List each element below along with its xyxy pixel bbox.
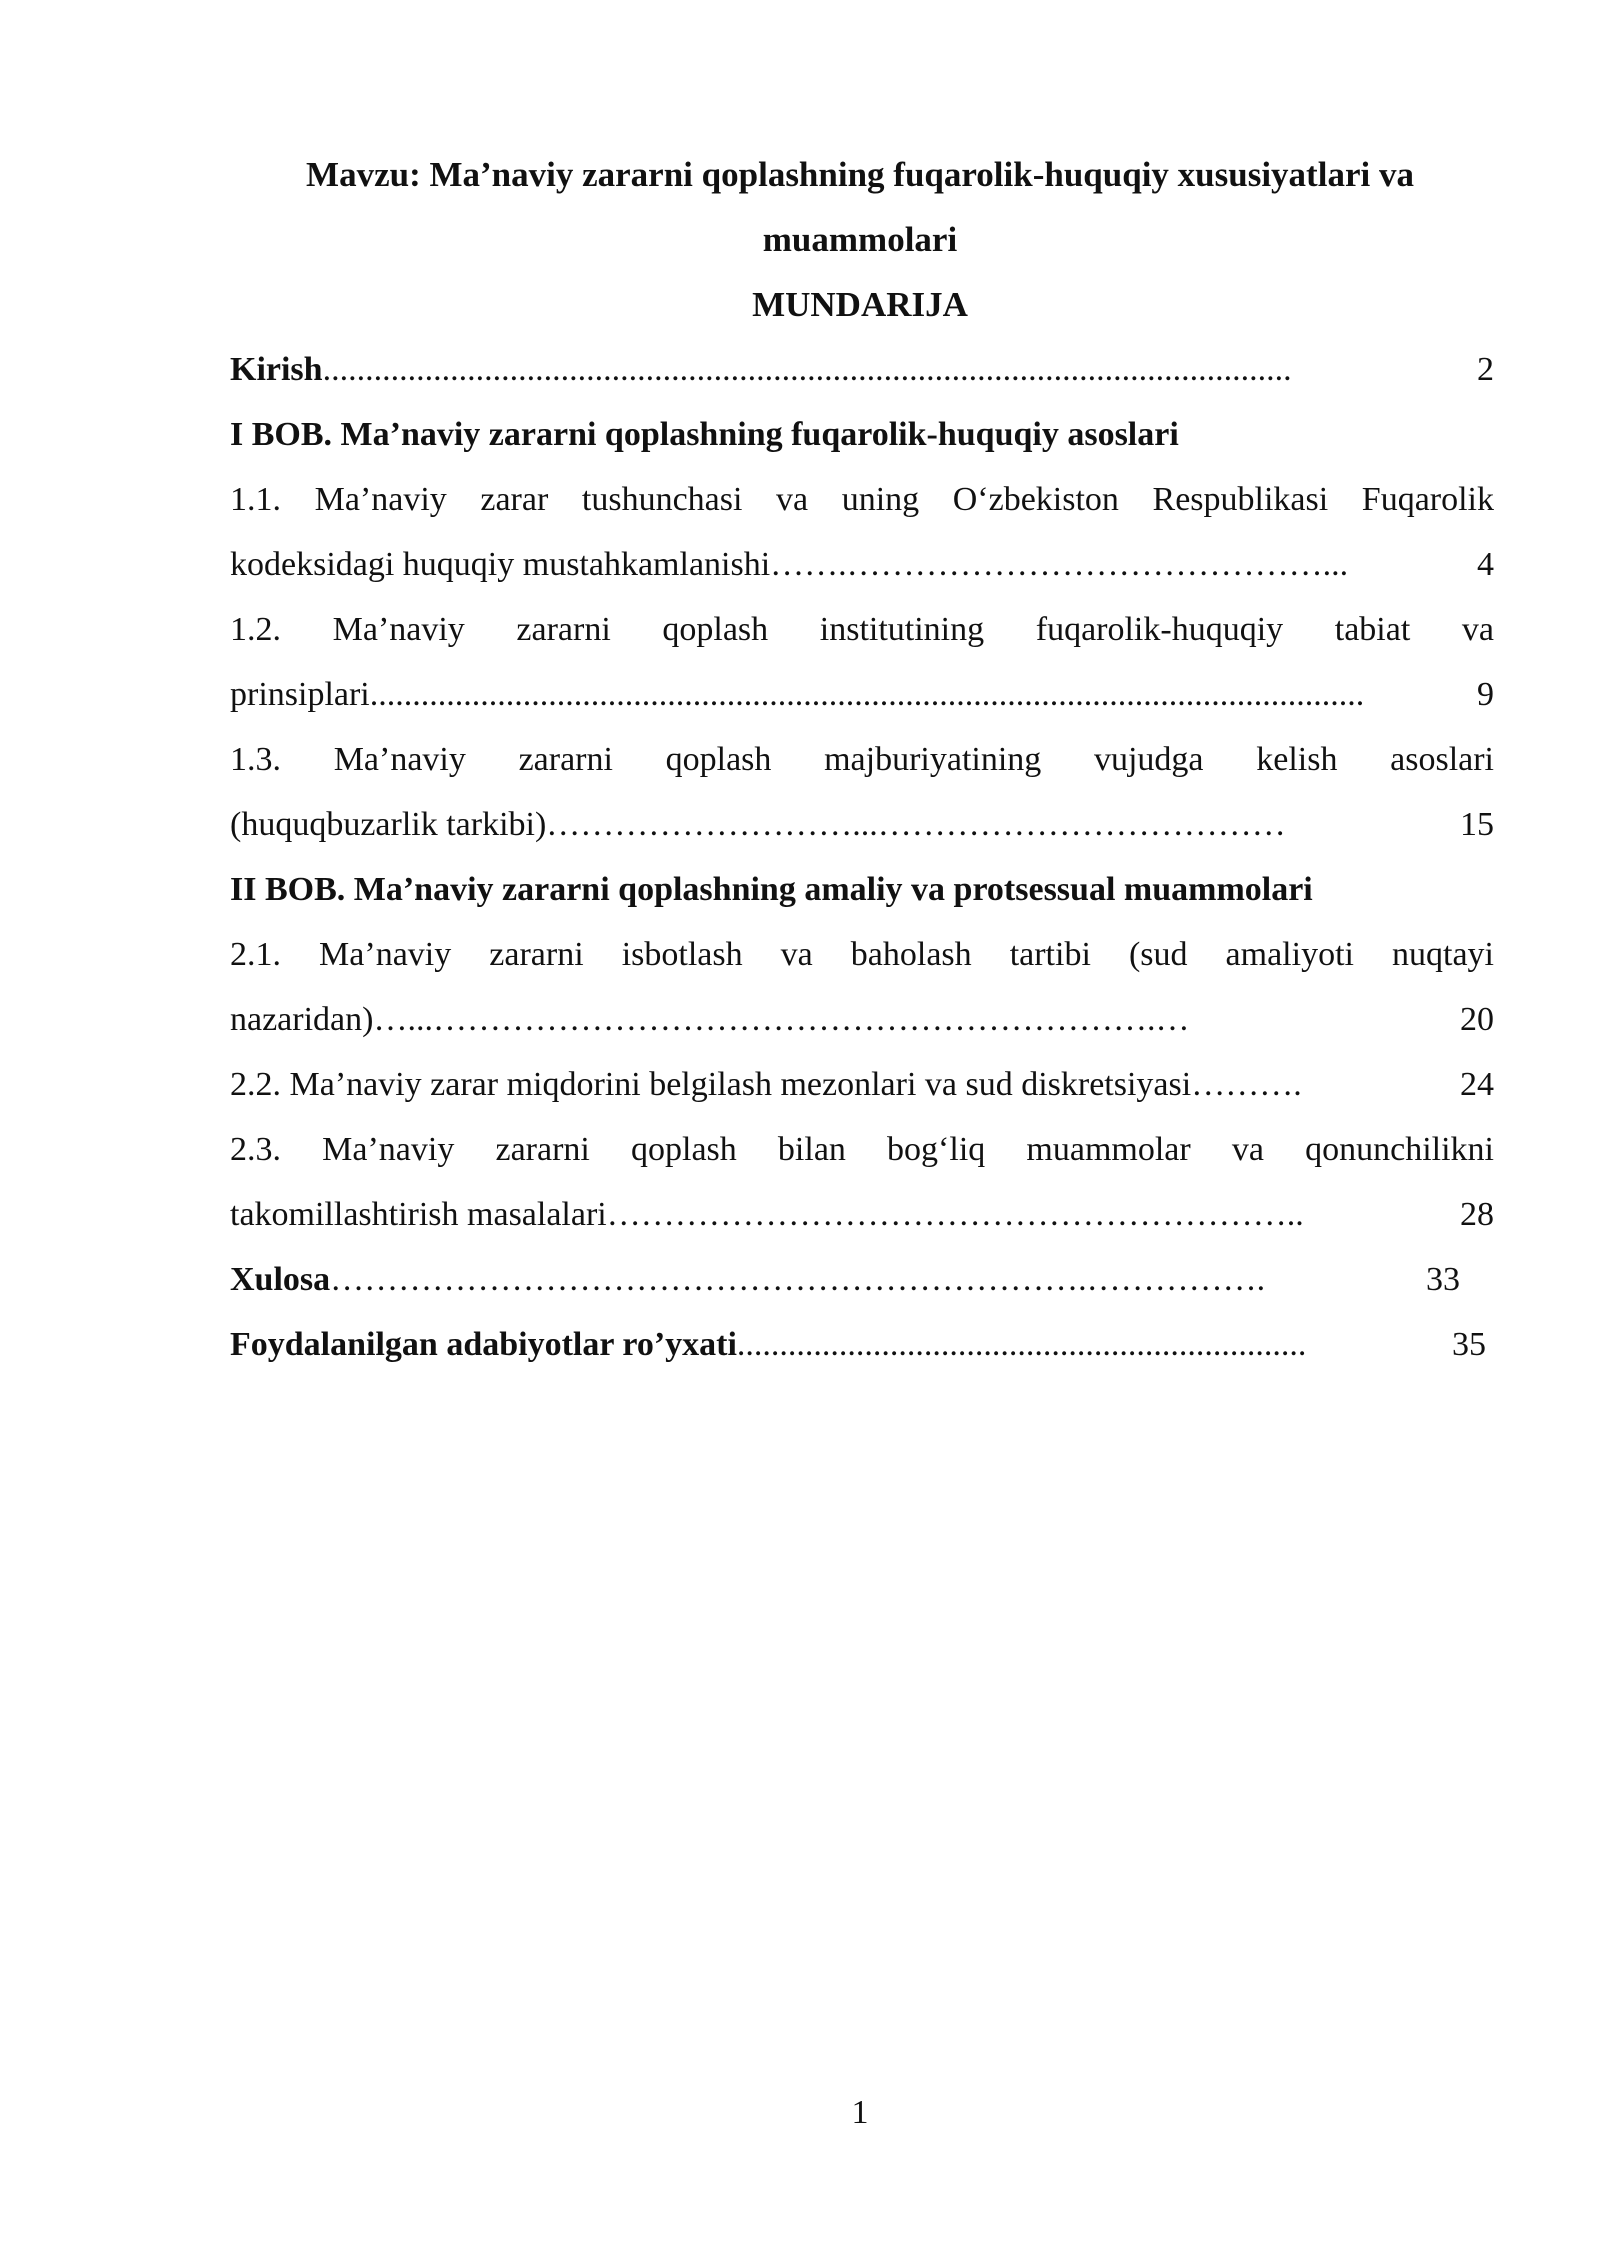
- toc-entry-2-3-line-1[interactable]: 2.3. Ma’naviy zararni qoplash bilan bog‘liq muammolar va qonunchilikni: [230, 1131, 1494, 1168]
- toc-entry-2-3[interactable]: [230, 1182, 1494, 1247]
- toc-page-number: 2: [1477, 351, 1494, 388]
- toc-entry-kirish[interactable]: [230, 337, 1494, 402]
- toc-entry-1-2-line-1[interactable]: 1.2. Ma’naviy zararni qoplash institutining fuqarolik-huquqiy tabiat va: [230, 611, 1494, 648]
- toc-entry-2-1-line-1[interactable]: 2.1. Ma’naviy zararni isbotlash va baholash tartibi (sud amaliyoti nuqtayi: [230, 936, 1494, 973]
- toc-page-number: 4: [1477, 546, 1494, 583]
- toc-entry-1-1-line-1[interactable]: 1.1. Ma’naviy zarar tushunchasi va uning O‘zbekiston Respublikasi Fuqarolik: [230, 481, 1494, 518]
- contents-heading: MUNDARIJA: [752, 285, 968, 324]
- toc-label: II BOB. Ma’naviy zararni qoplashning amaliy va protsessual muammolari: [230, 871, 1313, 908]
- toc-leader: …….……………………………………...: [770, 546, 1349, 583]
- toc-entry-1-2[interactable]: [230, 662, 1494, 727]
- toc-leader: ……….: [1191, 1066, 1302, 1103]
- toc-label: takomillashtirish masalalari: [230, 1196, 607, 1233]
- toc-entry-xulosa[interactable]: [230, 1247, 1460, 1312]
- toc-chapter-2[interactable]: [230, 857, 1494, 922]
- toc-label: Kirish: [230, 351, 323, 388]
- page-number: 1: [851, 2094, 869, 2131]
- toc-page-number: 9: [1477, 676, 1494, 713]
- table-of-contents: [230, 337, 1494, 1377]
- toc-leader: ………………………………………………………….…………….: [330, 1261, 1266, 1298]
- toc-leader: ………………………...………………………………: [546, 806, 1286, 843]
- toc-label: (huquqbuzarlik tarkibi): [230, 806, 547, 843]
- toc-leader: ..................................................................................................................: [322, 351, 1292, 388]
- toc-entry-references[interactable]: [230, 1312, 1486, 1377]
- toc-page-number: 15: [1460, 806, 1494, 843]
- toc-page-number: 35: [1452, 1326, 1486, 1363]
- document-title: [230, 142, 1490, 272]
- toc-entry-2-2[interactable]: [230, 1052, 1494, 1117]
- toc-page-number: 24: [1460, 1066, 1494, 1103]
- toc-label: nazaridan): [230, 1001, 374, 1038]
- toc-label: Xulosa: [230, 1261, 331, 1298]
- toc-entry-1-3-line-1[interactable]: 1.3. Ma’naviy zararni qoplash majburiyatining vujudga kelish asoslari: [230, 741, 1494, 778]
- toc-label: 2.2. Ma’naviy zarar miqdorini belgilash mezonlari va sud diskretsiyasi: [230, 1066, 1192, 1103]
- toc-label: kodeksidagi huquqiy mustahkamlanishi: [230, 546, 771, 583]
- toc-label: Foydalanilgan adabiyotlar ro’yxati: [230, 1326, 737, 1363]
- title-line-1: Mavzu: Ma’naviy zararni qoplashning fuqarolik-huquqiy xususiyatlari va: [306, 155, 1414, 194]
- toc-leader: …...……………………………………………………….…: [373, 1001, 1190, 1038]
- toc-label: prinsiplari: [230, 676, 370, 713]
- toc-leader: ...................................................................: [736, 1326, 1307, 1363]
- toc-chapter-1[interactable]: [230, 402, 1494, 467]
- toc-leader: ……………………………………………………..: [606, 1196, 1304, 1233]
- toc-entry-1-1[interactable]: [230, 532, 1494, 597]
- toc-leader: .....................................................................................................................: [369, 676, 1365, 713]
- toc-entry-2-1[interactable]: [230, 987, 1494, 1052]
- toc-page-number: 28: [1460, 1196, 1494, 1233]
- toc-page-number: 20: [1460, 1001, 1494, 1038]
- toc-entry-1-3[interactable]: [230, 792, 1494, 857]
- toc-label: I BOB. Ma’naviy zararni qoplashning fuqarolik-huquqiy asoslari: [230, 416, 1179, 453]
- title-line-2: muammolari: [762, 220, 958, 259]
- toc-page-number: 33: [1426, 1261, 1460, 1298]
